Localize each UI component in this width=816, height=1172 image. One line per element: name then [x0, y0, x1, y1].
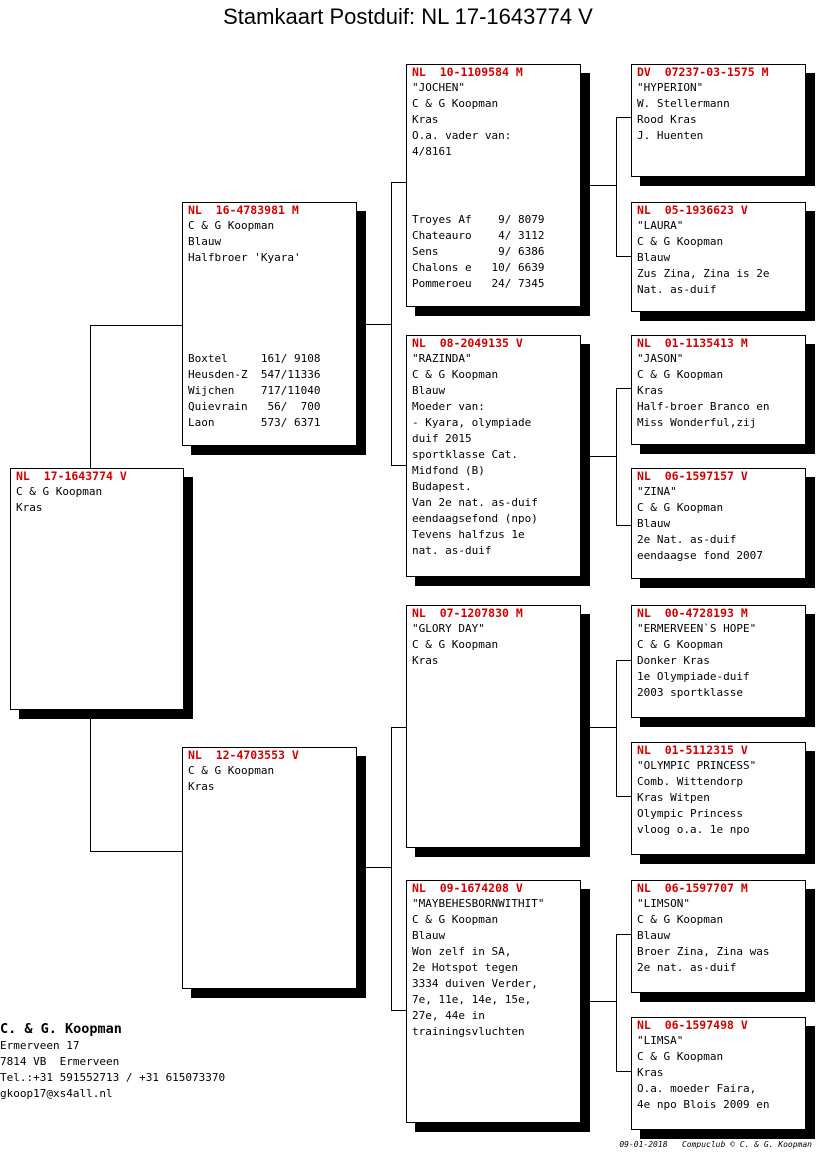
pigeon-info-line: C & G Koopman — [188, 219, 275, 232]
pigeon-info-line: eendaagsefond (npo) — [412, 512, 538, 525]
pigeon-info-line: Blauw — [412, 929, 446, 942]
pigeon-info-line: Kras — [188, 780, 215, 793]
race-result-line: Pommeroeu 24/ 7345 — [412, 277, 545, 290]
pigeon-info-line: C & G Koopman — [637, 235, 724, 248]
pigeon-info-line: Rood Kras — [637, 113, 697, 126]
ring-number: NL 01-1135413 M — [637, 336, 748, 350]
pigeon-info-line: 7e, 11e, 14e, 15e, — [412, 993, 532, 1006]
pigeon-info-line: "LIMSA" — [637, 1034, 684, 1047]
pigeon-info-line: Donker Kras — [637, 654, 710, 667]
pigeon-card-ff — [406, 64, 581, 307]
pigeon-info-line: Budapest. — [412, 480, 472, 493]
pigeon-card-mf — [406, 605, 581, 848]
pigeon-info-line: "LIMSON" — [637, 897, 690, 910]
connector-line — [90, 709, 184, 852]
pigeon-info-line: Half-broer Branco en — [637, 400, 770, 413]
race-result-line: Chateauro 4/ 3112 — [412, 229, 545, 242]
race-result-line: Chalons e 10/ 6639 — [412, 261, 545, 274]
owner-phone: Tel.:+31 591552713 / +31 615073370 — [0, 1071, 226, 1084]
pigeon-info-line: C & G Koopman — [637, 1050, 724, 1063]
pigeon-card-mother — [182, 747, 357, 989]
pigeon-info-line: 1e Olympiade-duif — [637, 670, 750, 683]
pigeon-info-line: Blauw — [637, 251, 671, 264]
ring-number: NL 09-1674208 V — [412, 881, 523, 895]
pigeon-info-line: "JASON" — [637, 352, 684, 365]
connector-line — [580, 727, 616, 728]
pigeon-card-fff — [631, 64, 806, 177]
owner-email: gkoop17@xs4all.nl — [0, 1087, 113, 1100]
ring-number: NL 05-1936623 V — [637, 203, 748, 217]
pigeon-info-line: C & G Koopman — [188, 764, 275, 777]
owner-address-line: 7814 VB Ermerveen — [0, 1055, 120, 1068]
connector-line — [580, 456, 616, 457]
pigeon-card-mmf — [631, 880, 806, 993]
race-result-line: Sens 9/ 6386 — [412, 245, 545, 258]
connector-line — [580, 1001, 616, 1002]
pigeon-info-line: 2e Nat. as-duif — [637, 533, 737, 546]
pigeon-info-line: "LAURA" — [637, 219, 684, 232]
pigeon-info-line: O.a. vader van: — [412, 129, 512, 142]
pigeon-info-line: Blauw — [637, 517, 671, 530]
pigeon-info-line: nat. as-duif — [412, 544, 492, 557]
race-result-line: Troyes Af 9/ 8079 — [412, 213, 545, 226]
pigeon-info-line: trainingsvluchten — [412, 1025, 525, 1038]
pigeon-info-line: 2e nat. as-duif — [637, 961, 737, 974]
connector-line — [580, 185, 616, 186]
pigeon-info-line: - Kyara, olympiade — [412, 416, 532, 429]
pigeon-card-mfm — [631, 742, 806, 855]
pigeon-info-line: W. Stellermann — [637, 97, 730, 110]
race-result-line: Laon 573/ 6371 — [188, 416, 321, 429]
pigeon-info-line: Kras — [637, 1066, 664, 1079]
pigeon-info-line: Midfond (B) — [412, 464, 485, 477]
pigeon-info-line: Tevens halfzus 1e — [412, 528, 525, 541]
ring-number: NL 01-5112315 V — [637, 743, 748, 757]
pigeon-info-line: "GLORY DAY" — [412, 622, 485, 635]
race-result-line: Quievrain 56/ 700 — [188, 400, 321, 413]
ring-number: NL 06-1597157 V — [637, 469, 748, 483]
pigeon-info-line: C & G Koopman — [16, 485, 103, 498]
pigeon-card-ffm — [631, 202, 806, 312]
pigeon-card-fmm — [631, 468, 806, 579]
page-title: Stamkaart Postduif: NL 17-1643774 V — [223, 4, 593, 29]
pigeon-info-line: "ERMERVEEN`S HOPE" — [637, 622, 757, 635]
pigeon-info-line: duif 2015 — [412, 432, 472, 445]
pigeon-info-line: Miss Wonderful,zij — [637, 416, 757, 429]
ring-number: NL 16-4783981 M — [188, 203, 299, 217]
pigeon-info-line: 2003 sportklasse — [637, 686, 743, 699]
pigeon-card-subject — [10, 468, 184, 710]
ring-number: NL 07-1207830 M — [412, 606, 523, 620]
pigeon-info-line: Olympic Princess — [637, 807, 743, 820]
pigeon-info-line: Kras — [16, 501, 43, 514]
pigeon-info-line: 2e Hotspot tegen — [412, 961, 518, 974]
race-results — [412, 212, 575, 292]
connector-line — [356, 324, 391, 325]
pigeon-info-line: "ZINA" — [637, 485, 677, 498]
pigeon-info-line: O.a. moeder Faira, — [637, 1082, 757, 1095]
pigeon-info-line: C & G Koopman — [412, 368, 499, 381]
pigeon-info-line: Kras — [637, 384, 664, 397]
pigeon-info-line: 27e, 44e in — [412, 1009, 485, 1022]
ring-number: NL 00-4728193 M — [637, 606, 748, 620]
pigeon-info-line: "OLYMPIC PRINCESS" — [637, 759, 757, 772]
ring-number: NL 06-1597498 V — [637, 1018, 748, 1032]
ring-number: NL 08-2049135 V — [412, 336, 523, 350]
race-results — [188, 351, 351, 431]
pigeon-card-father — [182, 202, 357, 446]
pigeon-info-line: C & G Koopman — [412, 913, 499, 926]
pigeon-info-line: C & G Koopman — [412, 638, 499, 651]
owner-info — [0, 1020, 300, 1102]
pigeon-info-line: C & G Koopman — [637, 501, 724, 514]
pigeon-info-line: C & G Koopman — [412, 97, 499, 110]
ring-number: DV 07237-03-1575 M — [637, 65, 769, 79]
pigeon-info-line: "MAYBEHESBORNWITHIT" — [412, 897, 545, 910]
pigeon-info-line: Broer Zina, Zina was — [637, 945, 770, 958]
pigeon-card-mmm — [631, 1017, 806, 1130]
pigeon-info-line: 3334 duiven Verder, — [412, 977, 538, 990]
pigeon-info-line: 4e npo Blois 2009 en — [637, 1098, 770, 1111]
owner-name: C. & G. Koopman — [0, 1021, 122, 1037]
pigeon-info-line: eendaagse fond 2007 — [637, 549, 763, 562]
pigeon-info-line: Blauw — [188, 235, 222, 248]
pigeon-info-line: Blauw — [412, 384, 446, 397]
pigeon-info-line: "JOCHEN" — [412, 81, 465, 94]
pigeon-card-fmf — [631, 335, 806, 445]
ring-number: NL 10-1109584 M — [412, 65, 523, 79]
pigeon-info-line: C & G Koopman — [637, 913, 724, 926]
connector-line — [356, 867, 391, 868]
pigeon-info-line: Kras — [412, 113, 439, 126]
owner-address-line: Ermerveen 17 — [0, 1039, 80, 1052]
pigeon-card-mff — [631, 605, 806, 718]
pigeon-info-line: Blauw — [637, 929, 671, 942]
ring-number: NL 06-1597707 M — [637, 881, 748, 895]
pigeon-info-line: Won zelf in SA, — [412, 945, 512, 958]
pigeon-info-line: Moeder van: — [412, 400, 485, 413]
pigeon-info-line: C & G Koopman — [637, 368, 724, 381]
pigeon-info-line: J. Huenten — [637, 129, 704, 142]
ring-number: NL 12-4703553 V — [188, 748, 299, 762]
race-result-line: Heusden-Z 547/11336 — [188, 368, 321, 381]
pigeon-info-line: Zus Zina, Zina is 2e — [637, 267, 770, 280]
pigeon-info-line: "HYPERION" — [637, 81, 704, 94]
connector-line — [90, 325, 184, 470]
pigeon-info-line: Halfbroer 'Kyara' — [188, 251, 301, 264]
pigeon-info-line: sportklasse Cat. — [412, 448, 518, 461]
pigeon-info-line: Kras — [412, 654, 439, 667]
footer-credit: 09-01-2018 Compuclub © C. & G. Koopman — [619, 1140, 812, 1149]
pigeon-info-line: Nat. as-duif — [637, 283, 717, 296]
pigeon-card-mm — [406, 880, 581, 1123]
pigeon-info-line: vloog o.a. 1e npo — [637, 823, 750, 836]
pigeon-info-line: C & G Koopman — [637, 638, 724, 651]
race-result-line: Boxtel 161/ 9108 — [188, 352, 321, 365]
ring-number: NL 17-1643774 V — [16, 469, 127, 483]
pigeon-info-line: 4/8161 — [412, 145, 452, 158]
pigeon-card-fm — [406, 335, 581, 577]
race-result-line: Wijchen 717/11040 — [188, 384, 321, 397]
pigeon-info-line: "RAZINDA" — [412, 352, 472, 365]
pigeon-info-line: Kras Witpen — [637, 791, 710, 804]
pigeon-info-line: Van 2e nat. as-duif — [412, 496, 538, 509]
pigeon-info-line: Comb. Wittendorp — [637, 775, 743, 788]
